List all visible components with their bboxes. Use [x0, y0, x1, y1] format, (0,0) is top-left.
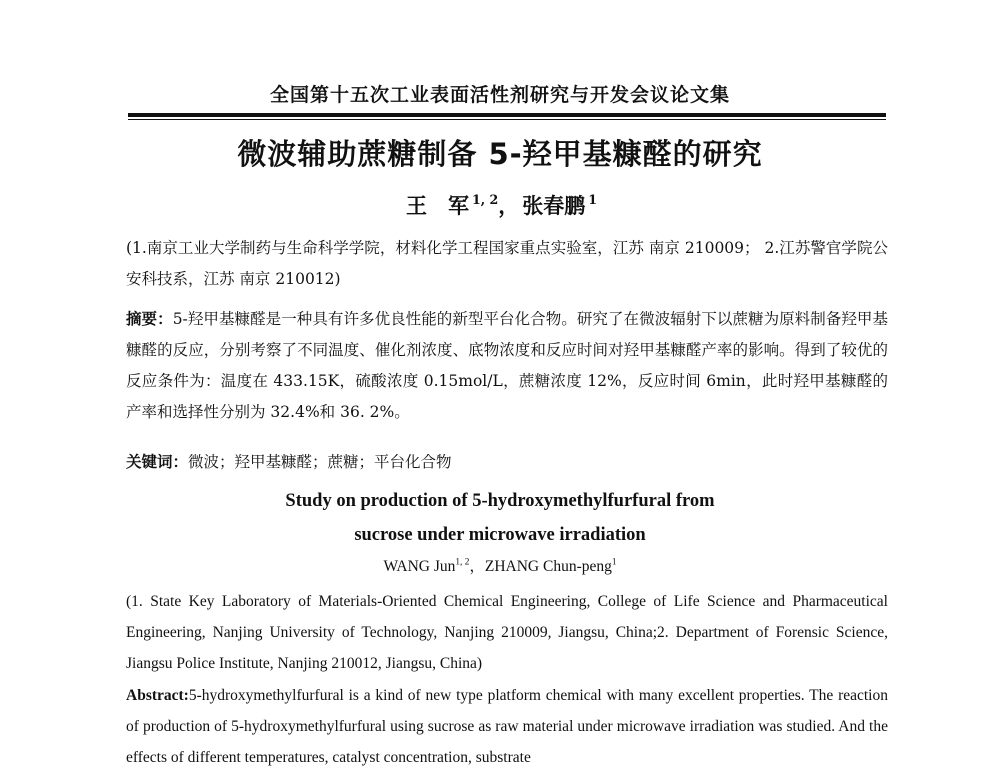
- paper-title-en: [0, 484, 1000, 552]
- paper-title-en-line2: sucrose under microwave irradiation: [354, 525, 646, 545]
- author-affiliation-mark: 1: [588, 192, 598, 208]
- abstract-cn: [126, 303, 888, 428]
- abstract-label-cn: 摘要：: [126, 309, 173, 328]
- author-affiliation-mark: 1: [611, 557, 617, 568]
- author-affiliation-mark: 1, 2: [455, 557, 470, 568]
- author-name: ZHANG Chun-peng: [484, 558, 612, 575]
- proceedings-header: 全国第十五次工业表面活性剂研究与开发会议论文集: [269, 84, 730, 106]
- affiliations-cn: (1.南京工业大学制药与生命科学学院，材料化学工程国家重点实验室，江苏 南京 210009； 2.江苏警官学院公安科技系，江苏 南京 210012): [126, 239, 888, 288]
- abstract-text-en: 5-hydroxymethylfurfural is a kind of new type platform chemical with many excellent properties. The reaction of production of 5-hydroxymethylfurfural using sucrose as raw material under microwave irradiation was studied. And the effects of different temperatures, catalyst concentration, substrate: [126, 687, 888, 766]
- header-rule-thin: [128, 119, 886, 120]
- author-name: 张春鹏: [522, 193, 586, 218]
- author-separator: ，: [469, 558, 485, 575]
- header-rule-thick: [128, 113, 886, 117]
- author-affiliation-mark: 1, 2: [471, 192, 499, 208]
- author-separator: ，: [498, 193, 520, 218]
- author-name: 王 军: [405, 193, 469, 218]
- abstract-text-cn: 5-羟甲基糠醛是一种具有许多优良性能的新型平台化合物。研究了在微波辐射下以蔗糖为原料制备羟甲基糠醛的反应，分别考察了不同温度、催化剂浓度、底物浓度和反应时间对羟甲基糠醛产率的影响。得到了较优的反应条件为：温度在 433.15K，硫酸浓度 0.15mol/L，蔗糖浓度 12%，反应时间 6min，此时羟甲基糠醛的产率和选择性分别为 32.4%和 36. 2%。: [126, 310, 888, 421]
- authors-en: [0, 554, 1000, 576]
- keywords-text-cn: 微波；羟甲基糠醛；蔗糖；平台化合物: [188, 453, 452, 471]
- keywords-label-cn: 关键词：: [126, 452, 189, 471]
- paper-title-cn: 微波辅助蔗糖制备 5-羟甲基糠醛的研究: [237, 137, 763, 171]
- abstract-en: [126, 680, 888, 773]
- author-name: WANG Jun: [383, 558, 456, 575]
- keywords-cn: [126, 446, 888, 478]
- authors-cn: [0, 190, 1000, 220]
- affiliations-en: (1. State Key Laboratory of Materials-Oriented Chemical Engineering, College of Life Science and Pharmaceutical Engineering, Nanjing University of Technology, Nanjing 210009, Jiangsu, China;2. Department of Forensic Science, Jiangsu Police Institute, Nanjing 210012, Jiangsu, China): [126, 593, 888, 672]
- paper-title-en-line1: Study on production of 5-hydroxymethylfurfural from: [285, 491, 715, 511]
- abstract-label-en: Abstract:: [126, 687, 189, 704]
